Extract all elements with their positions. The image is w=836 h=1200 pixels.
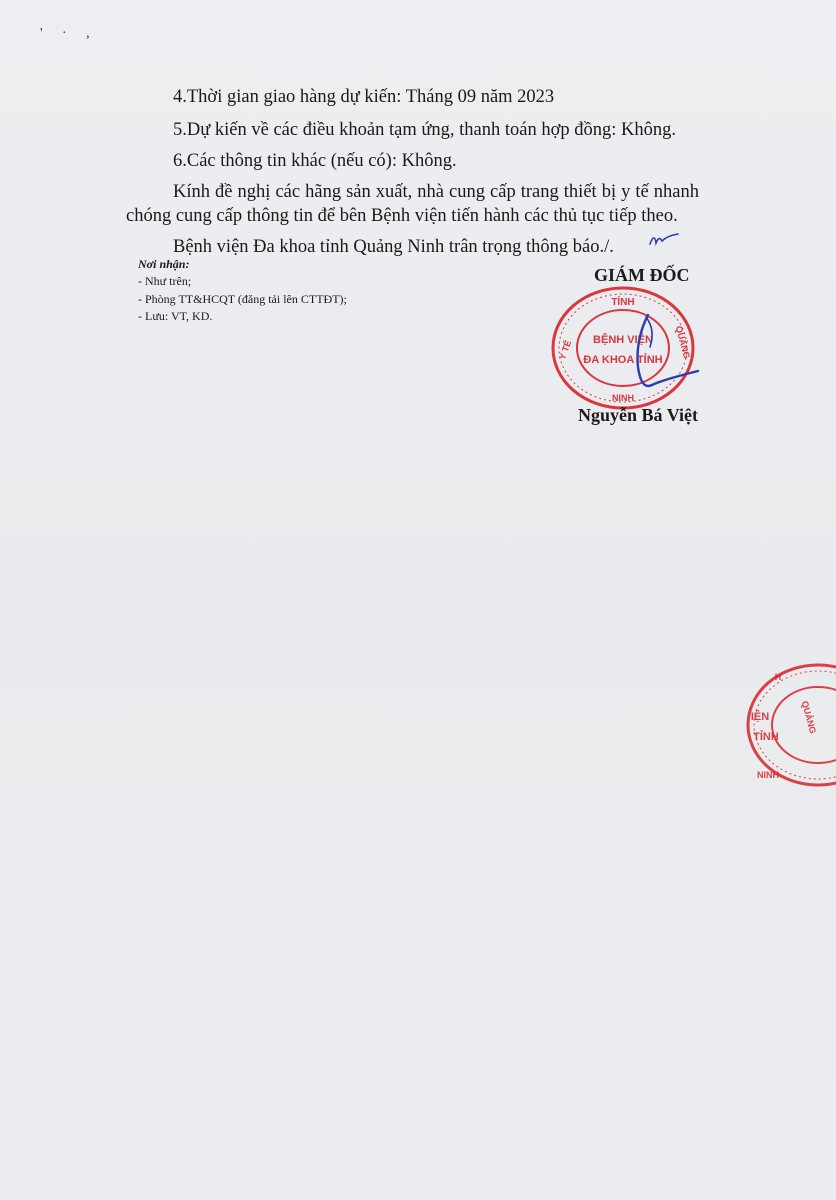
corner-marks: ' · , [40, 26, 98, 41]
signer-name: Nguyễn Bá Việt [578, 405, 699, 425]
seam-stamp-ring-bottom: NINH [757, 770, 779, 780]
stamp-line-2: ĐA KHOA TỈNH [583, 354, 663, 366]
stamp-line-1: BỆNH VIỆN [593, 334, 653, 346]
stamp-ring-right: QUẢNG [673, 324, 693, 360]
recipient-item: - Phòng TT&HCQT (đăng tải lên CTTĐT); [138, 291, 347, 306]
recipient-item: - Lưu: VT, KD. [138, 309, 213, 324]
stamp-ring-left: Y TẾ [557, 338, 574, 362]
director-signature [600, 305, 710, 400]
initial-signature-mark [648, 232, 680, 248]
paragraph-other-info: 6.Các thông tin khác (nếu có): Không. [173, 151, 457, 171]
stamp-ring-bottom: NINH [612, 393, 634, 403]
seam-stamp-line-1: IỆN [750, 711, 770, 723]
seam-stamp-ring-right: QUẢNG [799, 699, 819, 735]
stamp-ring-top: TỈNH [611, 297, 635, 308]
recipient-item: - Như trên; [138, 274, 192, 289]
seam-stamp-line-2: TỈNH [753, 731, 779, 743]
paragraph-payment-terms: 5.Dự kiến về các điều khoản tạm ứng, thanh toán hợp đồng: Không. [173, 120, 677, 140]
paragraph-delivery-time: 4.Thời gian giao hàng dự kiến: Tháng 09 năm 2023 [173, 87, 555, 107]
seam-seal-stamp [738, 660, 836, 790]
signer-role: GIÁM ĐỐC [594, 265, 690, 285]
paragraph-request: Kính đề nghị các hãng sản xuất, nhà cung cấp trang thiết bị y tế nhanh chóng cung cấp thông tin để bên Bệnh viện tiến hành các thủ tục tiếp theo. [126, 182, 699, 227]
paragraph-closing: Bệnh viện Đa khoa tỉnh Quảng Ninh trân trọng thông báo./. [173, 237, 614, 257]
seam-stamp-ring-top: H [774, 672, 782, 682]
recipients-title: Nơi nhận: [138, 257, 190, 271]
recipients-block [138, 256, 347, 326]
